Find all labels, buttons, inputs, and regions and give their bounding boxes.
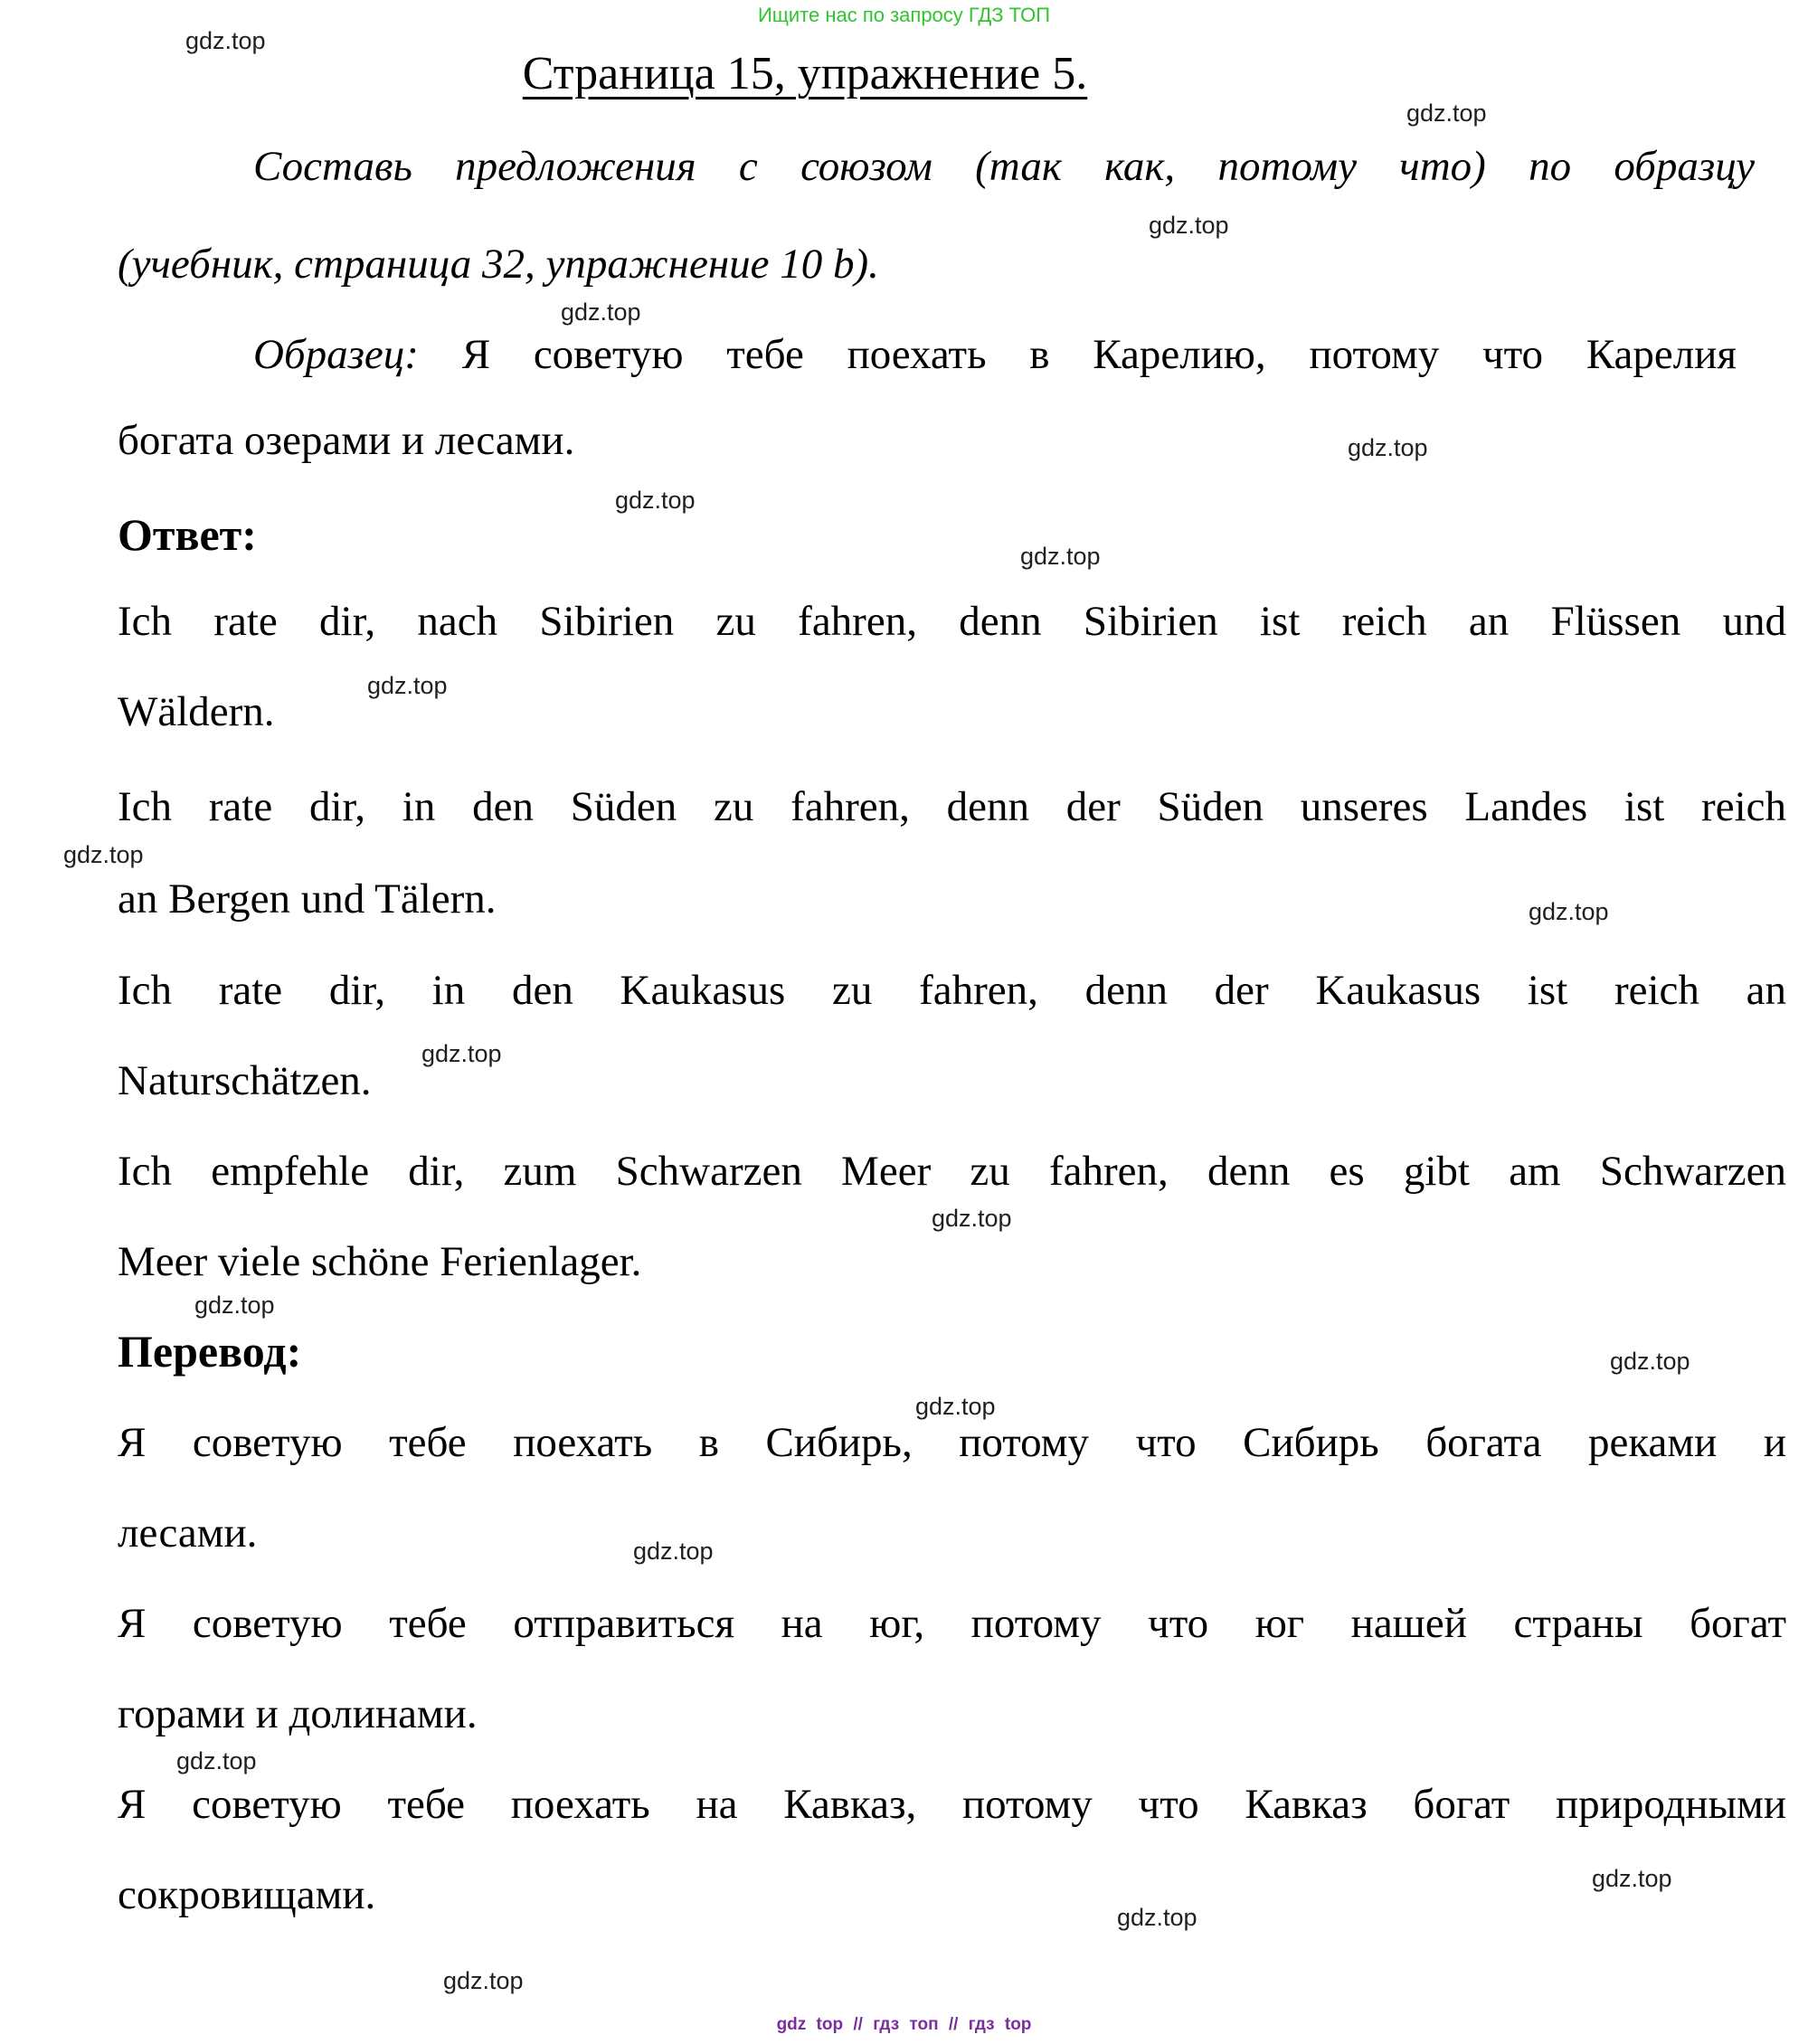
gdz-watermark: gdz.top bbox=[1020, 543, 1101, 570]
gdz-watermark: gdz.top bbox=[1348, 434, 1428, 461]
answer-line: Ich empfehle dir, zum Schwarzen Meer zu fahren, denn es gibt am Schwarzen bbox=[118, 1148, 1786, 1195]
gdz-watermark: gdz.top bbox=[63, 841, 144, 868]
gdz-watermark: gdz.top bbox=[932, 1205, 1012, 1232]
translation-line: Я советую тебе поехать в Сибирь, потому что Сибирь богата реками и bbox=[118, 1419, 1786, 1466]
answer-line: Wäldern. bbox=[118, 688, 275, 735]
translation-line: Я советую тебе поехать на Кавказ, потому что Кавказ богат природными bbox=[118, 1781, 1786, 1828]
gdz-watermark: gdz.top bbox=[194, 1292, 275, 1319]
answer-line: an Bergen und Tälern. bbox=[118, 875, 497, 923]
gdz-watermark: gdz.top bbox=[1149, 212, 1229, 239]
answer-line: Meer viele schöne Ferienlager. bbox=[118, 1238, 642, 1285]
translation-line: лесами. bbox=[118, 1509, 258, 1557]
translation-heading: Перевод: bbox=[118, 1326, 302, 1377]
task-description-line-1: Составь предложения с союзом (так как, потому что) по образцу bbox=[253, 143, 1755, 190]
gdz-watermark: gdz.top bbox=[176, 1747, 257, 1774]
sample-text: Я советую тебе поехать в Карелию, потому что Карелия bbox=[461, 331, 1737, 378]
task-description-line-2: (учебник, страница 32, упражнение 10 b). bbox=[118, 241, 879, 288]
page-title: Страница 15, упражнение 5. bbox=[522, 48, 1088, 99]
gdz-watermark: gdz.top bbox=[443, 1967, 524, 1994]
footer-links: gdz top // гдз топ // гдз top bbox=[776, 2015, 1032, 2034]
translation-line: Я советую тебе отправиться на юг, потому что юг нашей страны богат bbox=[118, 1600, 1786, 1647]
answer-line: Ich rate dir, in den Süden zu fahren, denn der Süden unseres Landes ist reich bbox=[118, 783, 1786, 830]
gdz-watermark: gdz.top bbox=[915, 1393, 996, 1420]
gdz-watermark: gdz.top bbox=[185, 27, 266, 54]
gdz-watermark: gdz.top bbox=[615, 487, 696, 514]
gdz-watermark: gdz.top bbox=[1117, 1904, 1197, 1931]
gdz-watermark: gdz.top bbox=[1592, 1865, 1672, 1892]
gdz-watermark: gdz.top bbox=[1610, 1348, 1690, 1375]
sample-label: Образец: bbox=[253, 331, 419, 378]
answer-line: Naturschätzen. bbox=[118, 1057, 372, 1104]
translation-line: горами и долинами. bbox=[118, 1690, 478, 1737]
gdz-watermark: gdz.top bbox=[421, 1040, 502, 1067]
translation-line: сокровищами. bbox=[118, 1871, 376, 1918]
answer-line: Ich rate dir, nach Sibirien zu fahren, denn Sibirien ist reich an Flüssen und bbox=[118, 598, 1786, 645]
answer-line: Ich rate dir, in den Kaukasus zu fahren, denn der Kaukasus ist reich an bbox=[118, 967, 1786, 1014]
gdz-watermark: gdz.top bbox=[367, 672, 448, 699]
sample-sentence-line-1 bbox=[118, 330, 1737, 379]
gdz-watermark: gdz.top bbox=[561, 298, 641, 326]
gdz-watermark: gdz.top bbox=[633, 1538, 714, 1565]
promo-banner: Ищите нас по запросу ГДЗ ТОП bbox=[757, 4, 1051, 26]
sample-sentence-line-2: богата озерами и лесами. bbox=[118, 417, 575, 464]
answer-heading: Ответ: bbox=[118, 509, 257, 560]
gdz-watermark: gdz.top bbox=[1406, 99, 1487, 127]
gdz-watermark: gdz.top bbox=[1529, 898, 1609, 925]
